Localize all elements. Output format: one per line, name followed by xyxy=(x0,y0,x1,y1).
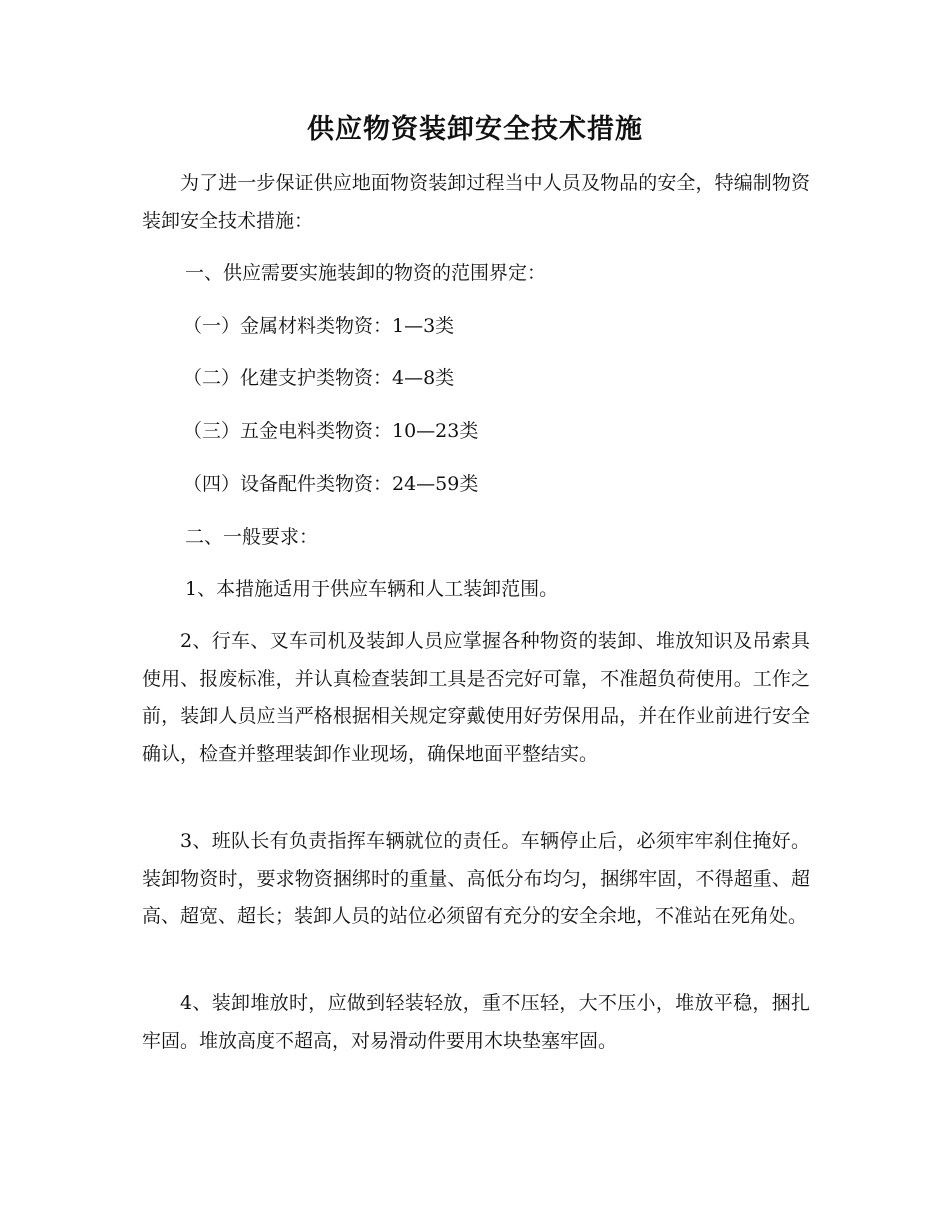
category-item-4: （四）设备配件类物资：24—59类 xyxy=(183,473,479,495)
category-item-1: （一）金属材料类物资：1—3类 xyxy=(183,315,455,337)
document-title: 供应物资装卸安全技术措施 xyxy=(307,114,643,145)
rule-paragraph-4: 4、装卸堆放时，应做到轻装轻放，重不压轻，大不压小，堆放平稳，捆扎牢固。堆放高度不超高，对易滑动件要用木块垫塞牢固。 xyxy=(142,992,810,1052)
category-item-2: （二）化建支护类物资：4—8类 xyxy=(183,367,455,389)
rule-paragraph-3: 3、班队长有负责指挥车辆就位的责任。车辆停止后，必须牢牢刹住掩好。装卸物资时，要求物资捆绑时的重量、高低分布均匀，捆绑牢固，不得超重、超高、超宽、超长；装卸人员的站位必须留有充分的安全余地，不准站在死角处。 xyxy=(142,830,810,927)
rule-paragraph-1: 1、本措施适用于供应车辆和人工装卸范围。 xyxy=(185,578,559,600)
category-item-3: （三）五金电料类物资：10—23类 xyxy=(183,420,479,442)
intro-paragraph: 为了进一步保证供应地面物资装卸过程当中人员及物品的安全，特编制物资装卸安全技术措施： xyxy=(142,172,810,232)
section-1-heading: 一、供应需要实施装卸的物资的范围界定： xyxy=(185,262,547,284)
section-2-heading: 二、一般要求： xyxy=(185,526,319,548)
rule-paragraph-2: 2、行车、叉车司机及装卸人员应掌握各种物资的装卸、堆放知识及吊索具使用、报废标准，并认真检查装卸工具是否完好可靠，不准超负荷使用。工作之前，装卸人员应当严格根据相关规定穿戴使用好劳保用品，并在作业前进行安全确认，检查并整理装卸作业现场，确保地面平整结实。 xyxy=(142,630,810,765)
